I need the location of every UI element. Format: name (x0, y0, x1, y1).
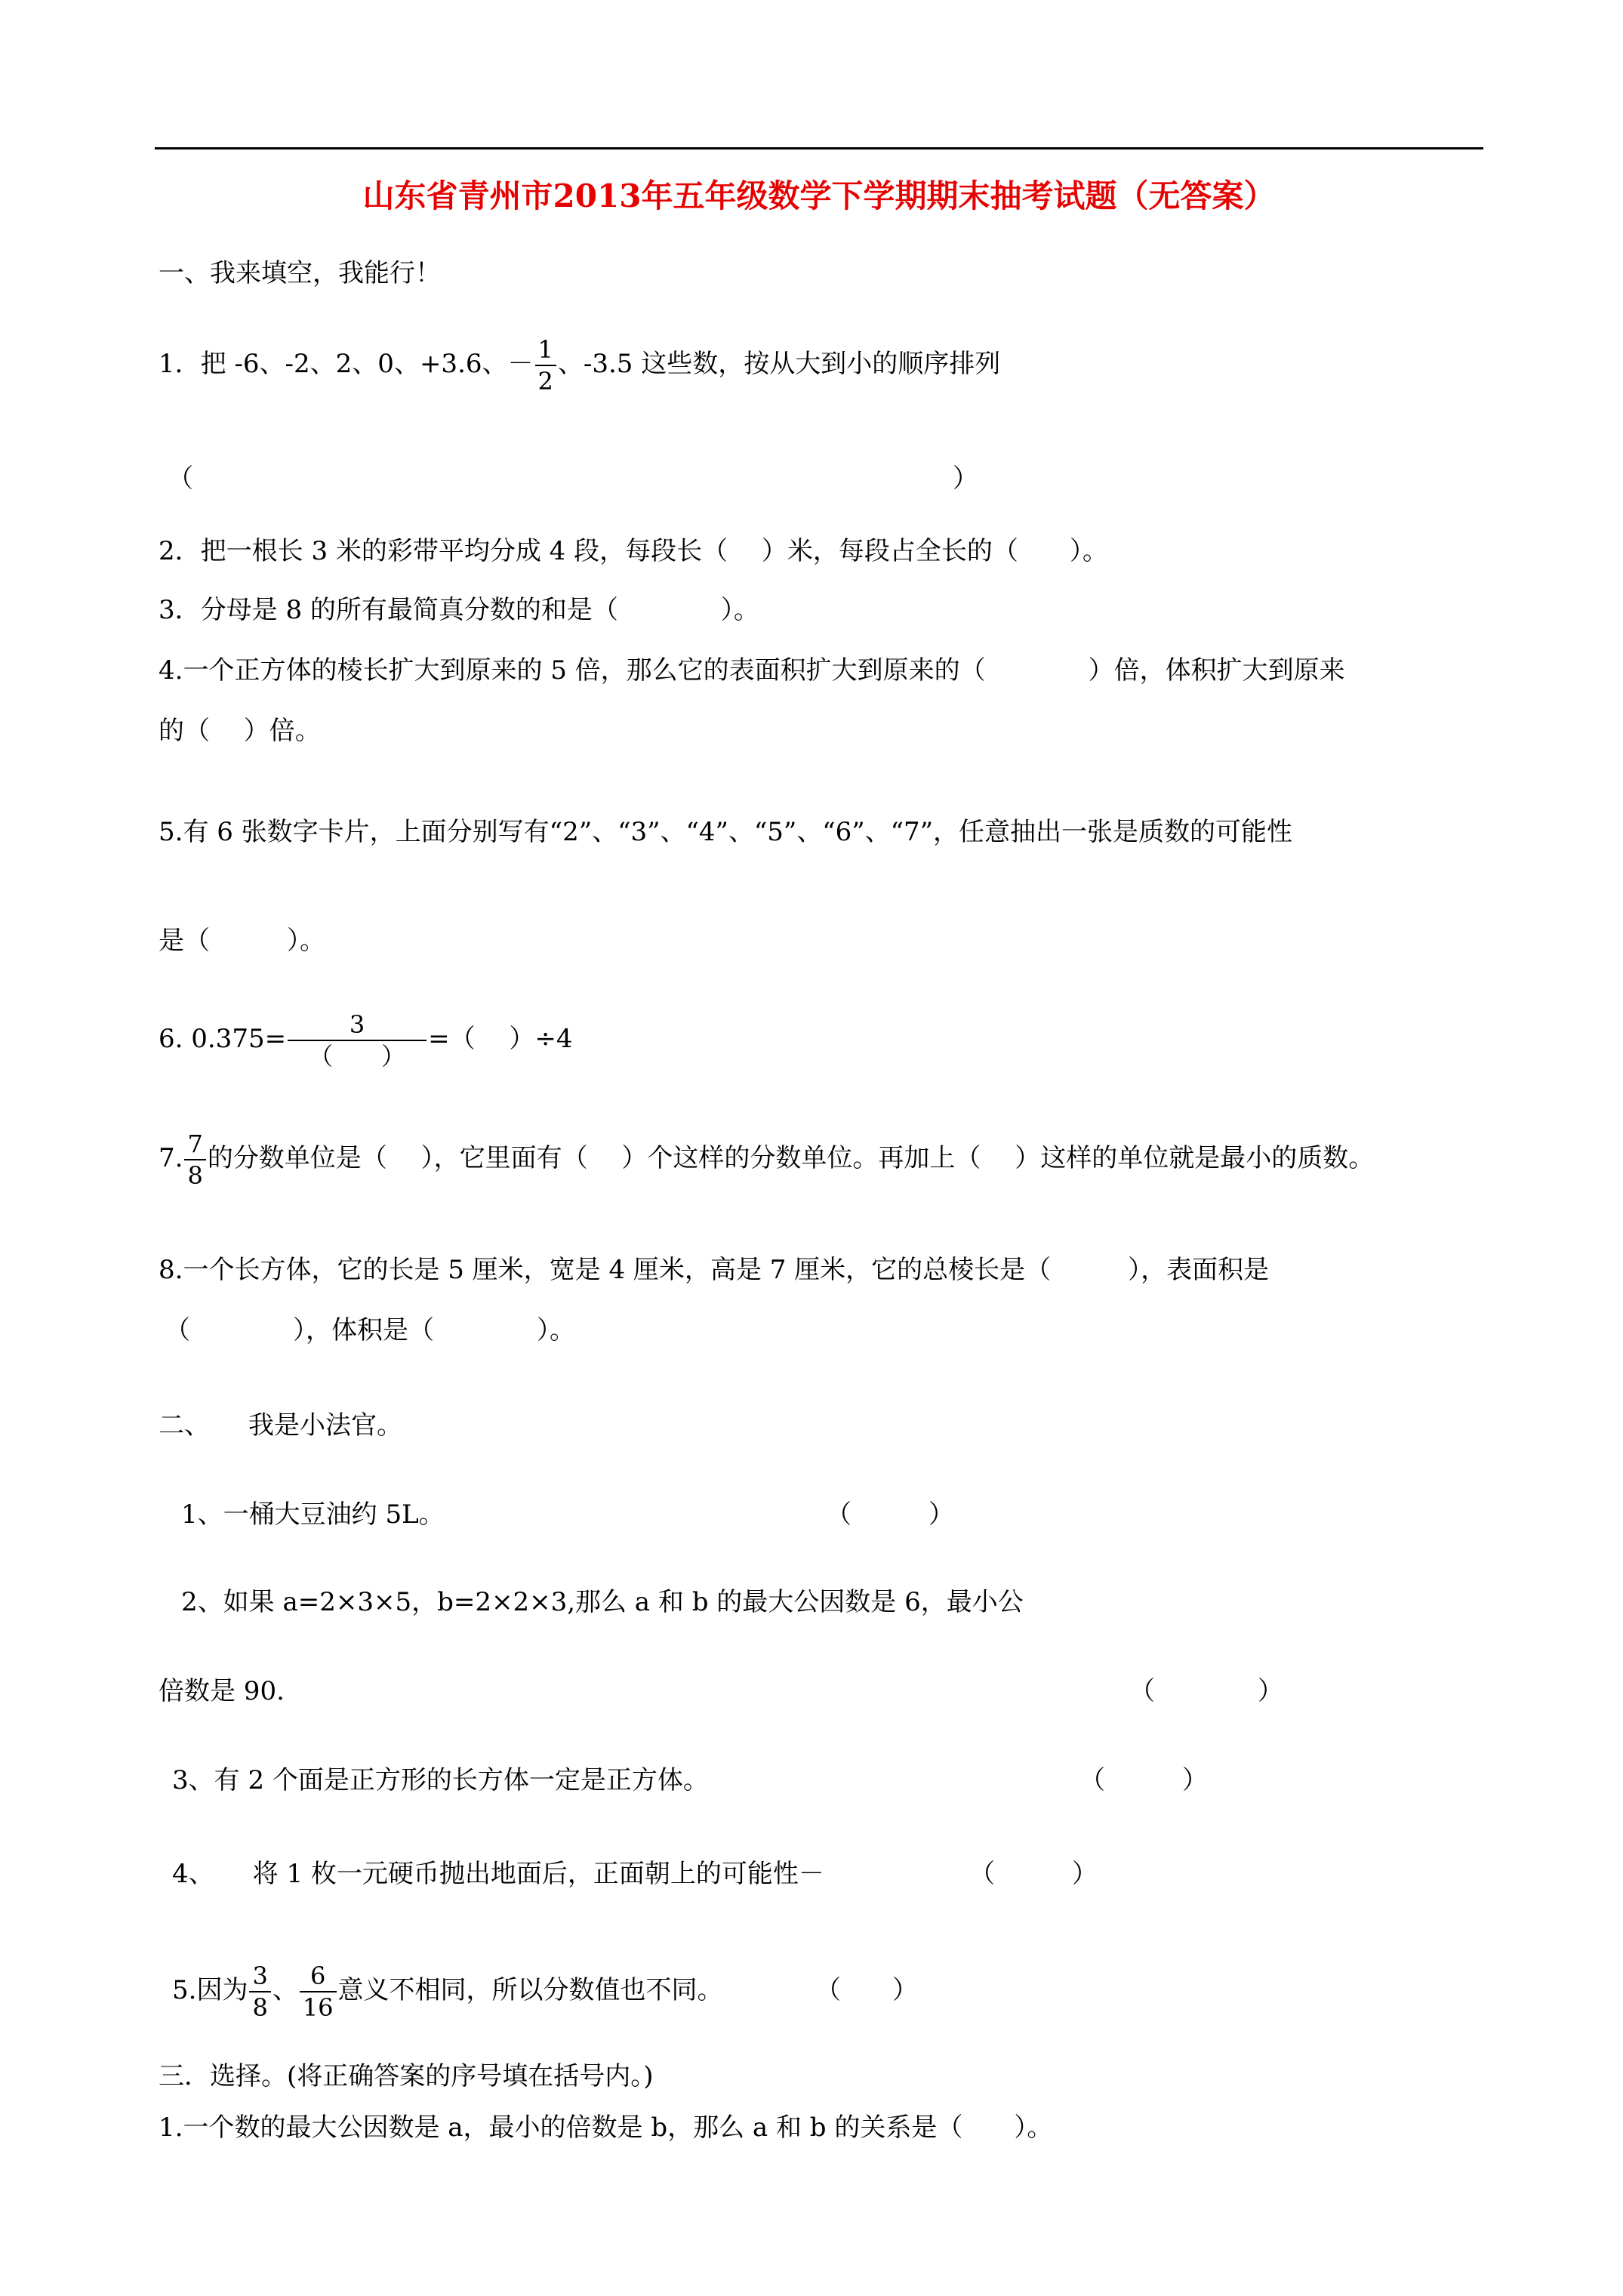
fraction-numerator: 3 (249, 1961, 270, 1992)
judge-item-5-paren: （ ） (815, 1975, 918, 2005)
section-2-heading: 二、 我是小法官。 (159, 1410, 402, 1441)
fraction-denominator: 8 (187, 1161, 203, 1190)
fraction-three-eighths (249, 1961, 270, 2023)
fraction-denominator: （ ） (309, 1042, 406, 1071)
question-1-7 (159, 1126, 1374, 1191)
judge-item-2-paren: （ ） (1129, 1676, 1283, 1706)
question-1-1-text-a: 1．把 -6、-2、2、0、+3.6、－ (159, 349, 534, 379)
answer-paren-close: ） (953, 464, 978, 494)
judge-item-5-text-a: 5.因为 (172, 1975, 248, 2005)
fraction-denominator: 16 (302, 1993, 334, 2022)
judge-item-1-paren: （ ） (826, 1499, 954, 1530)
answer-paren-open: （ (168, 464, 193, 494)
fraction-numerator: 1 (535, 334, 556, 366)
section-3-heading: 三．选择。(将正确答案的序号填在括号内。) (159, 2061, 654, 2091)
question-1-6 (159, 1007, 573, 1071)
fraction-three-over-blank (288, 1009, 427, 1071)
judge-item-4: 4、 将 1 枚一元硬币抛出地面后，正面朝上的可能性－ (172, 1859, 824, 1889)
question-1-3: 3．分母是 8 的所有最简真分数的和是（ ）。 (159, 595, 759, 625)
page-title: 山东省青州市2013年五年级数学下学期期末抽考试题（无答案） (362, 177, 1276, 214)
question-1-1-text-b: 、-3.5 这些数，按从大到小的顺序排列 (557, 349, 1001, 379)
fraction-denominator: 8 (252, 1993, 268, 2022)
header-rule (155, 147, 1483, 149)
question-1-5-line-1: 5.有 6 张数字卡片，上面分别写有“2”、“3”、“4”、“5”、“6”、“7”，任意抽出一张是质数的可能性 (159, 817, 1293, 847)
judge-item-5-separator: 、 (272, 1975, 298, 2005)
question-1-4-line-1: 4.一个正方体的棱长扩大到原来的 5 倍，那么它的表面积扩大到原来的（ ）倍，体积扩大到原来 (159, 655, 1345, 686)
judge-item-2-line-2: 倍数是 90. (159, 1676, 285, 1706)
question-1-7-text-b: 的分数单位是（ ），它里面有（ ）个这样的分数单位。再加上（ ）这样的单位就是最小的质数。 (207, 1143, 1375, 1173)
judge-item-5-text-b: 意义不相同，所以分数值也不同。 (337, 1975, 723, 2005)
question-1-6-text-b: =（ ）÷4 (428, 1024, 573, 1054)
fraction-denominator: 2 (537, 367, 553, 396)
question-1-8-line-2: （ ），体积是（ ）。 (165, 1315, 575, 1345)
choice-question-1: 1.一个数的最大公因数是 a，最小的倍数是 b，那么 a 和 b 的关系是（ ）。 (159, 2113, 1053, 2143)
section-1-heading: 一、我来填空，我能行！ (159, 258, 441, 288)
fraction-numerator: 7 (184, 1129, 205, 1160)
question-1-2: 2．把一根长 3 米的彩带平均分成 4 段，每段长（ ）米，每段占全长的（ ）。 (159, 536, 1108, 566)
fraction-numerator: 3 (288, 1009, 427, 1041)
judge-item-5 (172, 1959, 723, 2023)
judge-item-1: 1、一桶大豆油约 5L。 (181, 1499, 445, 1530)
judge-item-4-paren: （ ） (969, 1859, 1098, 1889)
question-1-7-text-a: 7. (159, 1143, 183, 1173)
question-1-8-line-1: 8.一个长方体，它的长是 5 厘米，宽是 4 厘米，高是 7 厘米，它的总棱长是（ ），表面积是 (159, 1255, 1270, 1285)
fraction-numerator: 6 (300, 1961, 337, 1992)
question-1-6-text-a: 6. 0.375= (159, 1024, 287, 1054)
question-1-4-line-2: 的（ ）倍。 (159, 716, 321, 746)
fraction-seven-eighths (184, 1129, 205, 1191)
judge-item-2-line-1: 2、如果 a=2×3×5，b=2×2×3,那么 a 和 b 的最大公因数是 6，最小公 (181, 1587, 1024, 1617)
question-1-5-line-2: 是（ ）。 (159, 926, 325, 956)
fraction-one-half (535, 334, 556, 396)
judge-item-3: 3、有 2 个面是正方形的长方体一定是正方体。 (172, 1765, 709, 1795)
fraction-six-sixteenths (300, 1961, 337, 2023)
judge-item-3-paren: （ ） (1079, 1765, 1208, 1795)
question-1-1 (159, 332, 1000, 396)
